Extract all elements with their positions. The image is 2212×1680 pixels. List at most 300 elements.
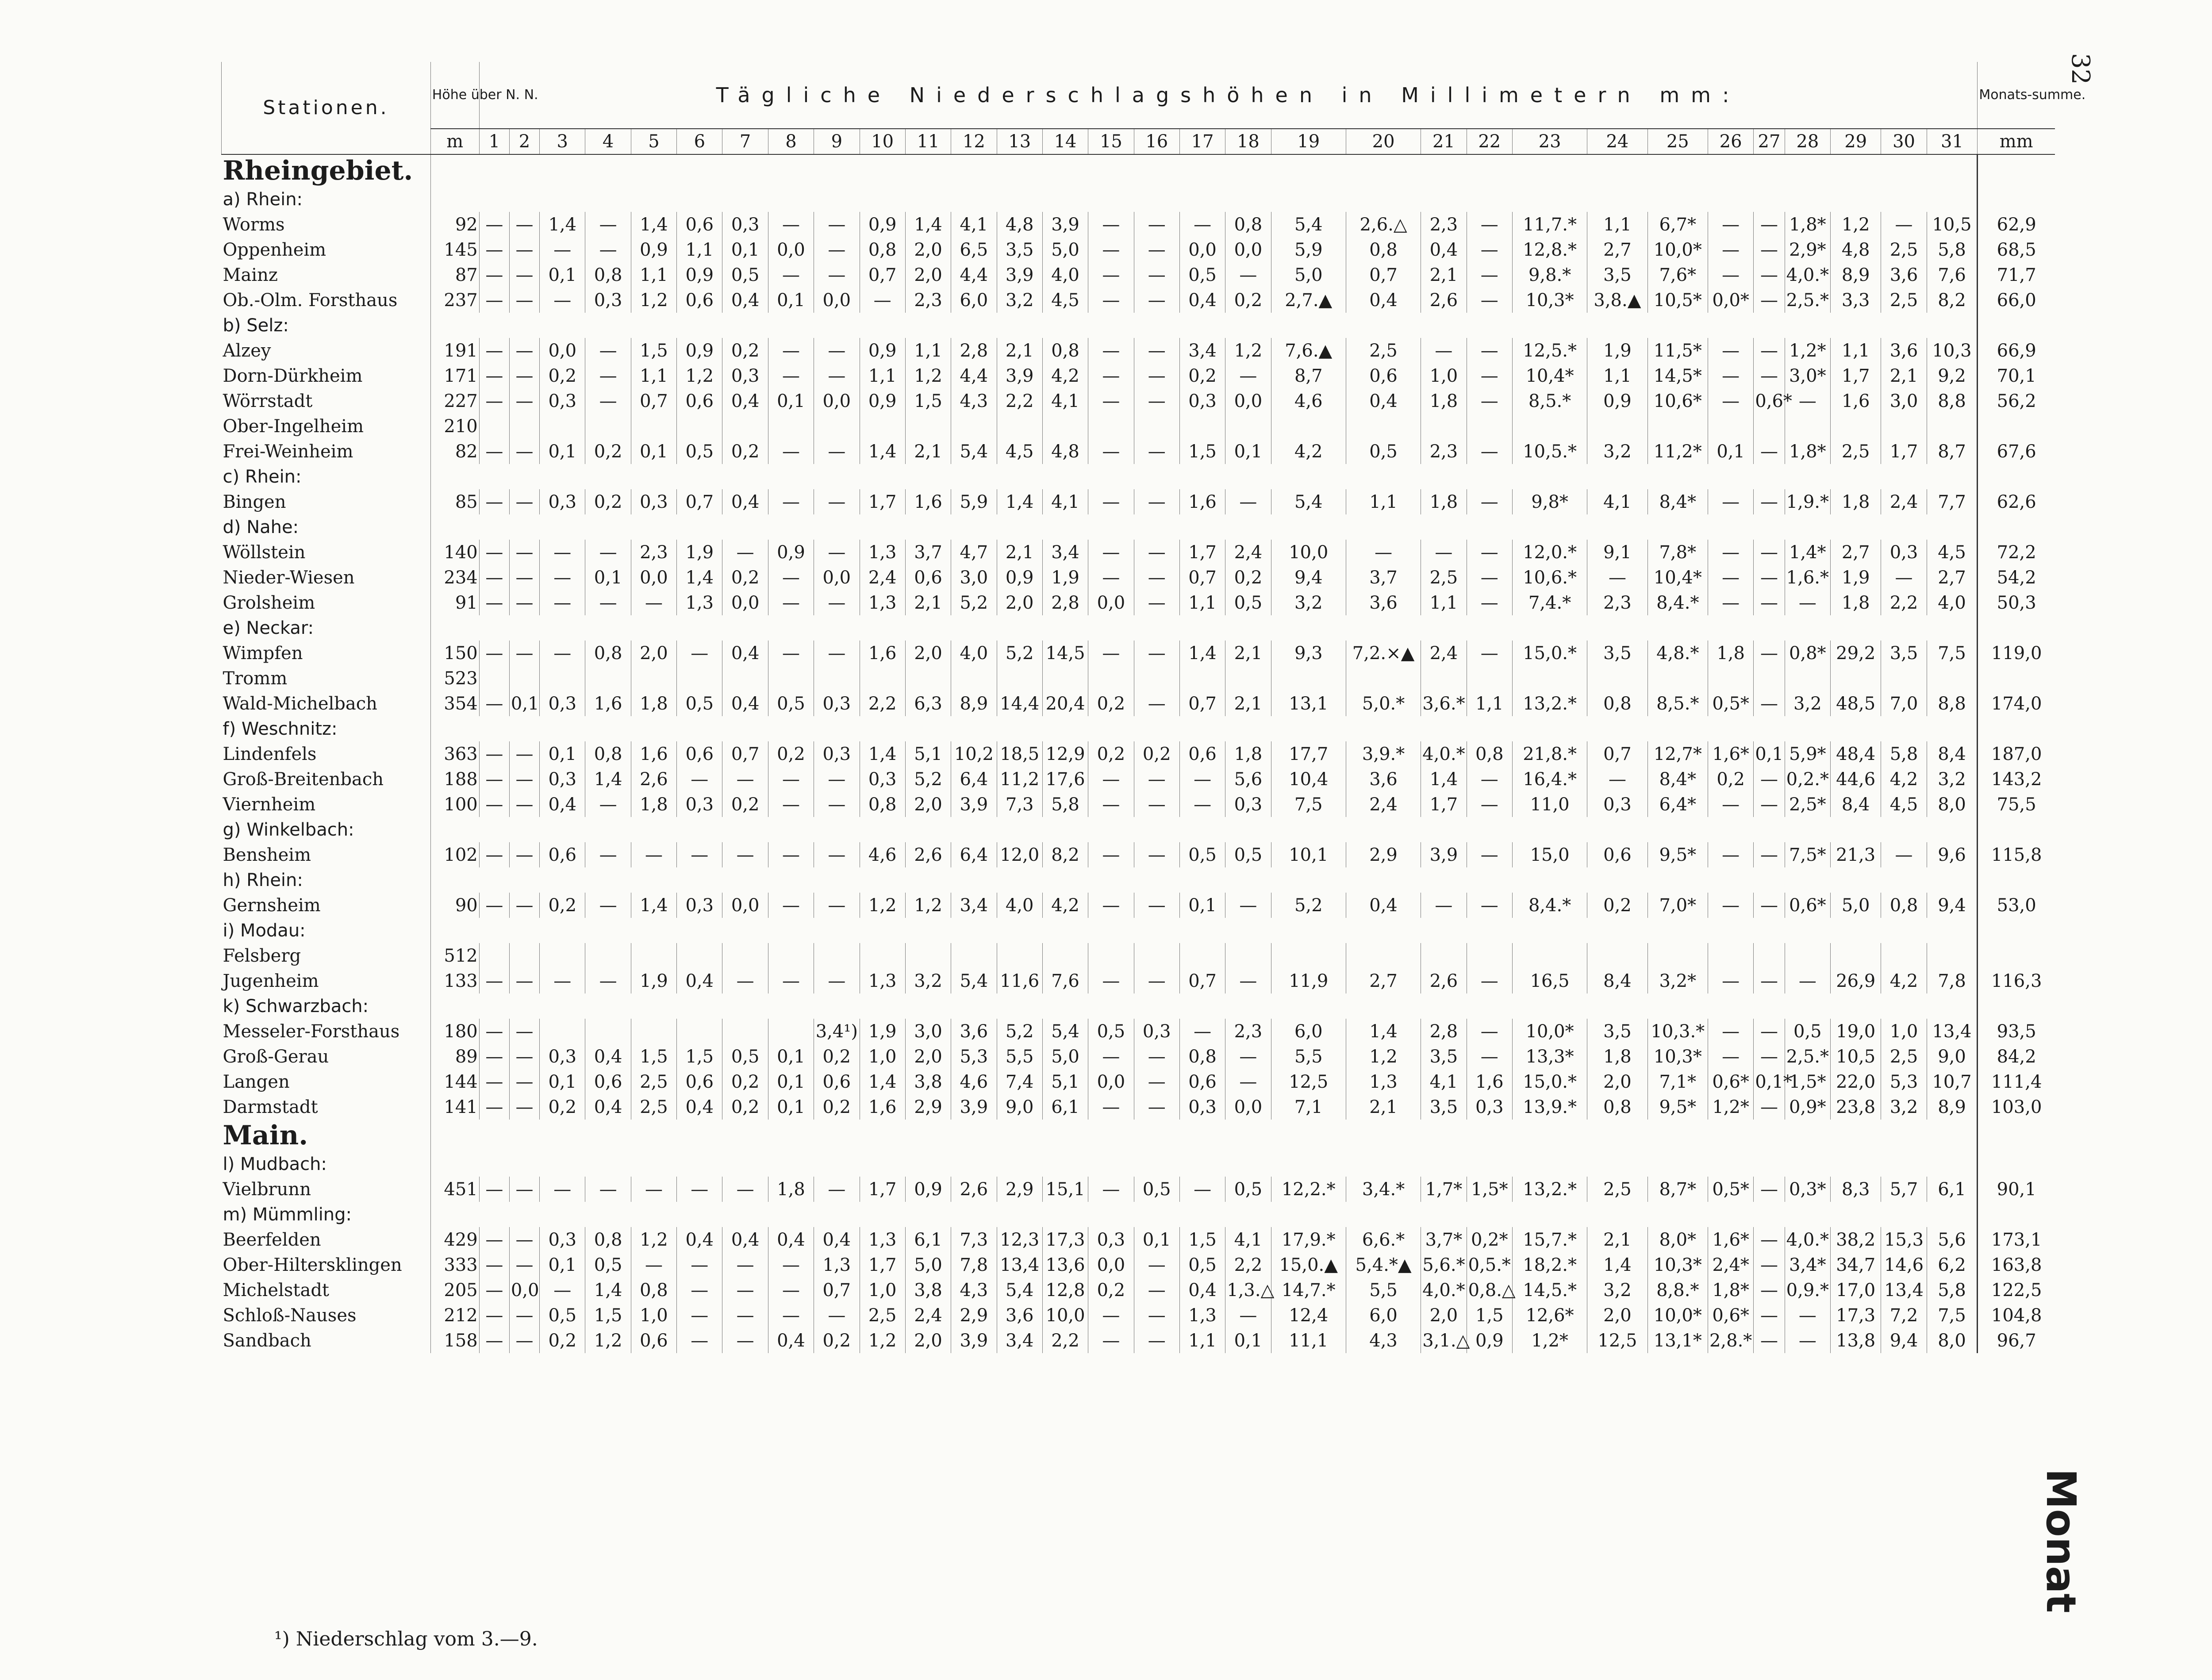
daily-value: —	[479, 288, 509, 313]
daily-value: —	[479, 540, 509, 565]
total-unit: mm	[1978, 129, 2055, 154]
daily-value: 3,5	[1421, 1044, 1467, 1069]
daily-value: 12,3	[997, 1227, 1042, 1252]
daily-value: 2,0	[905, 237, 951, 262]
daily-value: 0,4	[677, 968, 722, 993]
daily-value: —	[1088, 212, 1134, 237]
daily-value: 1,4	[1587, 1252, 1647, 1277]
daily-value: 3,2*	[1647, 968, 1708, 993]
daily-value: 0,5*	[1708, 1177, 1753, 1202]
station-name: Tromm	[223, 668, 288, 689]
daily-value: —	[1134, 1328, 1179, 1353]
daily-value: 0,8.△	[1467, 1277, 1512, 1303]
daily-value: 12,8.*	[1512, 237, 1587, 262]
daily-value: 13,4	[1881, 1277, 1927, 1303]
daily-value: 0,8	[631, 1277, 676, 1303]
river-heading-row	[222, 615, 2055, 641]
daily-value: 9,8*	[1512, 489, 1587, 514]
station-row	[222, 666, 2055, 691]
daily-value: 3,9	[997, 363, 1042, 388]
daily-value: 0,8	[860, 237, 905, 262]
daily-value: 11,6	[997, 968, 1042, 993]
daily-value: 5,4	[1271, 212, 1346, 237]
daily-value: 0,8	[1179, 1044, 1225, 1069]
daily-value	[951, 943, 997, 968]
daily-value: 11,0	[1512, 792, 1587, 817]
daily-value: 12,2.*	[1271, 1177, 1346, 1202]
daily-value: 0,6	[677, 388, 722, 414]
day-header: 8	[768, 129, 814, 154]
daily-value: 9,8.*	[1512, 262, 1587, 288]
daily-value: —	[585, 1177, 631, 1202]
daily-value: 0,5	[722, 262, 768, 288]
day-header: 16	[1134, 129, 1179, 154]
daily-value: —	[1754, 1177, 1785, 1202]
daily-value: 1,2	[1225, 338, 1271, 363]
daily-value: 0,0	[1225, 1094, 1271, 1120]
daily-value: 0,1	[540, 262, 585, 288]
daily-value: 0,7	[677, 489, 722, 514]
daily-value: 2,0	[1421, 1303, 1467, 1328]
daily-value: 0,3	[1467, 1094, 1512, 1120]
daily-value: 14,4	[997, 691, 1042, 716]
day-header: 2	[509, 129, 539, 154]
daily-value: 5,0	[1831, 893, 1881, 918]
daily-value: 0,6	[1587, 842, 1647, 867]
daily-value: —	[509, 741, 539, 767]
station-elevation: 180	[430, 1019, 479, 1044]
daily-value: 4,0.*	[1785, 262, 1830, 288]
daily-value: —	[1134, 363, 1179, 388]
daily-value: 3,2	[1785, 691, 1830, 716]
daily-value: 2,4	[1881, 489, 1927, 514]
daily-value: —	[1134, 262, 1179, 288]
daily-value: —	[1754, 439, 1785, 464]
daily-value: 2,5.*	[1785, 1044, 1830, 1069]
daily-value: —	[1754, 641, 1785, 666]
daily-value: 2,1	[905, 590, 951, 615]
daily-value: 17,3	[1042, 1227, 1088, 1252]
station-elevation: 82	[430, 439, 479, 464]
daily-value: 1,8	[1831, 489, 1881, 514]
daily-value: 7,4	[997, 1069, 1042, 1094]
monthly-total: 54,2	[1978, 565, 2055, 590]
daily-value: 2,2	[1225, 1252, 1271, 1277]
daily-value: 48,5	[1831, 691, 1881, 716]
daily-value: 5,5	[997, 1044, 1042, 1069]
daily-value: 0,4	[1346, 288, 1421, 313]
daily-value: 1,0	[631, 1303, 676, 1328]
daily-value	[768, 943, 814, 968]
daily-value: 6,1	[905, 1227, 951, 1252]
daily-value: —	[1179, 1177, 1225, 1202]
station-name: Dorn-Dürkheim	[223, 365, 363, 386]
daily-value: 1,6	[1831, 388, 1881, 414]
daily-value	[1042, 666, 1088, 691]
daily-value: 4,7	[951, 540, 997, 565]
daily-value	[677, 414, 722, 439]
daily-value: —	[860, 288, 905, 313]
daily-value: 12,0	[997, 842, 1042, 867]
daily-value: 0,3	[722, 363, 768, 388]
daily-value: 2,1	[1587, 1227, 1647, 1252]
daily-value: 0,1	[1225, 1328, 1271, 1353]
daily-value: 6,2	[1927, 1252, 1978, 1277]
station-name: Darmstadt	[223, 1097, 318, 1117]
daily-value: —	[814, 439, 860, 464]
station-name: Worms	[223, 214, 285, 235]
daily-value: 5,1	[905, 741, 951, 767]
daily-value: —	[479, 842, 509, 867]
daily-value: 2,0	[905, 1044, 951, 1069]
day-header: 28	[1785, 129, 1830, 154]
daily-value: 2,5*	[1785, 792, 1830, 817]
daily-value: —	[1467, 767, 1512, 792]
daily-value: 0,2*	[1467, 1227, 1512, 1252]
daily-value: —	[1754, 1303, 1785, 1328]
daily-value: —	[722, 1177, 768, 1202]
daily-value: 4,6	[951, 1069, 997, 1094]
daily-value: 2,5	[1421, 565, 1467, 590]
daily-value	[631, 666, 676, 691]
daily-value: 0,4	[540, 792, 585, 817]
daily-value: 0,4	[677, 1094, 722, 1120]
monthly-total: 62,9	[1978, 212, 2055, 237]
daily-value: 9,1	[1587, 540, 1647, 565]
daily-value: 8,3	[1831, 1177, 1881, 1202]
daily-value: 0,2	[722, 338, 768, 363]
daily-value: 1,3	[860, 540, 905, 565]
daily-value: 3,4	[951, 893, 997, 918]
daily-value: 1,0	[860, 1044, 905, 1069]
daily-value: —	[722, 540, 768, 565]
daily-value: 15,3	[1881, 1227, 1927, 1252]
daily-value: 3,5	[1421, 1094, 1467, 1120]
daily-value: —	[509, 237, 539, 262]
daily-value: 2,6.△	[1346, 212, 1421, 237]
daily-value: —	[1754, 540, 1785, 565]
daily-value: 8,8.*	[1647, 1277, 1708, 1303]
daily-value	[1785, 666, 1830, 691]
daily-value: —	[1467, 439, 1512, 464]
daily-value: 1,2*	[1512, 1328, 1587, 1353]
daily-value: —	[479, 363, 509, 388]
daily-value: —	[722, 1277, 768, 1303]
day-header: 11	[905, 129, 951, 154]
daily-value: 5,1	[1042, 1069, 1088, 1094]
daily-value: —	[479, 641, 509, 666]
daily-value: 0,7	[631, 388, 676, 414]
daily-value: —	[1134, 1044, 1179, 1069]
daily-value: 1,2	[631, 288, 676, 313]
daily-value: 6,0	[1271, 1019, 1346, 1044]
daily-value: —	[722, 968, 768, 993]
daily-value: 2,5	[1831, 439, 1881, 464]
daily-value: 1,4	[631, 212, 676, 237]
station-row	[222, 741, 2055, 767]
daily-value: —	[814, 489, 860, 514]
station-row	[222, 338, 2055, 363]
daily-value	[585, 666, 631, 691]
daily-value: —	[1088, 363, 1134, 388]
station-name: Ober-Hiltersklingen	[223, 1254, 402, 1275]
daily-value	[1225, 943, 1271, 968]
daily-value	[905, 666, 951, 691]
station-row	[222, 262, 2055, 288]
daily-value: —	[1708, 212, 1753, 237]
daily-value: 1,9	[860, 1019, 905, 1044]
daily-value	[1927, 414, 1978, 439]
daily-value: 7,5*	[1785, 842, 1830, 867]
daily-value: 0,4	[1346, 893, 1421, 918]
daily-value: 1,8	[1421, 388, 1467, 414]
station-row	[222, 1177, 2055, 1202]
day-header: 15	[1088, 129, 1134, 154]
daily-value: 12,6*	[1512, 1303, 1587, 1328]
daily-value: 0,2	[540, 1094, 585, 1120]
daily-value: —	[677, 1177, 722, 1202]
daily-value: 1,2	[585, 1328, 631, 1353]
daily-value: 4,6	[860, 842, 905, 867]
daily-value: —	[509, 641, 539, 666]
daily-value: 0,8	[1587, 1094, 1647, 1120]
daily-value: 8,9	[1927, 1094, 1978, 1120]
daily-value: —	[1754, 968, 1785, 993]
daily-value: —	[1708, 590, 1753, 615]
daily-value: 13,1*	[1647, 1328, 1708, 1353]
daily-value: 7,8	[1927, 968, 1978, 993]
daily-value: 2,6	[1421, 288, 1467, 313]
daily-value: —	[509, 212, 539, 237]
daily-value: 4,5	[1927, 540, 1978, 565]
daily-value: 0,0	[509, 1277, 539, 1303]
daily-value: 0,5	[1088, 1019, 1134, 1044]
daily-value: 2,1	[1421, 262, 1467, 288]
monthly-total: 66,0	[1978, 288, 2055, 313]
daily-value	[479, 414, 509, 439]
daily-value	[814, 414, 860, 439]
daily-value	[1708, 414, 1753, 439]
daily-value: 2,5	[1587, 1177, 1647, 1202]
daily-value: —	[631, 1252, 676, 1277]
daily-value	[1785, 943, 1830, 968]
daily-value: 6,4*	[1647, 792, 1708, 817]
station-elevation: 158	[430, 1328, 479, 1353]
station-elevation: 429	[430, 1227, 479, 1252]
daily-value: 1,9	[1831, 565, 1881, 590]
daily-value: —	[677, 1303, 722, 1328]
daily-value: 1,4	[860, 741, 905, 767]
station-elevation: 102	[430, 842, 479, 867]
daily-value: 0,8	[1346, 237, 1421, 262]
daily-value: —	[1134, 489, 1179, 514]
daily-value: 1,7	[1421, 792, 1467, 817]
daily-value: 0,8	[1042, 338, 1088, 363]
station-header: Stationen.	[222, 62, 431, 154]
daily-value	[1467, 666, 1512, 691]
daily-value: 2,1	[905, 439, 951, 464]
daily-value: 3,8	[905, 1277, 951, 1303]
daily-value: 1,6	[860, 1094, 905, 1120]
station-name: Lindenfels	[223, 744, 317, 764]
daily-value: 2,7.▲	[1271, 288, 1346, 313]
daily-value: 2,1	[997, 540, 1042, 565]
daily-value: —	[509, 893, 539, 918]
daily-value: 0,6*	[1754, 388, 1785, 414]
daily-value: 1,3	[860, 968, 905, 993]
daily-value: 0,5	[1134, 1177, 1179, 1202]
daily-value: 1,6.*	[1785, 565, 1830, 590]
station-row	[222, 943, 2055, 968]
daily-value: 9,6	[1927, 842, 1978, 867]
daily-value: —	[768, 842, 814, 867]
daily-value: —	[509, 767, 539, 792]
river-heading: m) Mümmling:	[223, 1204, 352, 1225]
daily-value	[1271, 414, 1346, 439]
daily-value: 9,5*	[1647, 1094, 1708, 1120]
daily-value: 2,8	[1421, 1019, 1467, 1044]
daily-value: 3,8	[905, 1069, 951, 1094]
daily-value: —	[814, 842, 860, 867]
daily-value: 8,2	[1042, 842, 1088, 867]
daily-value: 8,5.*	[1512, 388, 1587, 414]
daily-value: 2,0	[997, 590, 1042, 615]
total-header: Monats-summe.	[1978, 62, 2055, 129]
daily-value: 12,9	[1042, 741, 1088, 767]
daily-value: —	[1708, 842, 1753, 867]
daily-value: —	[540, 641, 585, 666]
river-heading-row	[222, 514, 2055, 540]
daily-value: 7,3	[951, 1227, 997, 1252]
daily-value: 29,2	[1831, 641, 1881, 666]
daily-value: —	[1088, 893, 1134, 918]
station-row	[222, 792, 2055, 817]
river-heading-row	[222, 817, 2055, 842]
daily-value: —	[509, 388, 539, 414]
station-elevation: 145	[430, 237, 479, 262]
station-elevation: 188	[430, 767, 479, 792]
daily-value: —	[722, 1328, 768, 1353]
daily-value: 10,6*	[1647, 388, 1708, 414]
daily-value: 2,3	[631, 540, 676, 565]
station-name: Ob.-Olm. Forsthaus	[223, 290, 398, 311]
daily-value: 1,4	[540, 212, 585, 237]
daily-value: 0,0	[1088, 590, 1134, 615]
daily-value: 0,1	[1134, 1227, 1179, 1252]
daily-value	[1927, 666, 1978, 691]
daily-value	[1587, 943, 1647, 968]
daily-value: 0,3	[860, 767, 905, 792]
daily-value: 3,9.*	[1346, 741, 1421, 767]
daily-value: 1,0	[1421, 363, 1467, 388]
daily-value	[997, 414, 1042, 439]
daily-value: 1,1	[1179, 1328, 1225, 1353]
daily-value: 3,9	[1421, 842, 1467, 867]
daily-value: 2,8	[951, 338, 997, 363]
daily-value: 3,2	[1927, 767, 1978, 792]
daily-value: —	[509, 489, 539, 514]
daily-value: —	[1881, 212, 1927, 237]
daily-value: 5,0	[1042, 1044, 1088, 1069]
daily-value	[1179, 943, 1225, 968]
daily-value: 0,7	[860, 262, 905, 288]
daily-value: —	[1754, 590, 1785, 615]
daily-value: 0,2	[585, 489, 631, 514]
daily-value: 0,5	[1785, 1019, 1830, 1044]
daily-value	[1421, 666, 1467, 691]
daily-value: 10,3*	[1512, 288, 1587, 313]
daily-value: 0,1	[722, 237, 768, 262]
station-row	[222, 1069, 2055, 1094]
footnote: ¹) Niederschlag vom 3.—9.	[274, 1628, 538, 1650]
daily-value: 0,9	[997, 565, 1042, 590]
daily-value: 4,4	[951, 262, 997, 288]
daily-value: 1,5	[1179, 1227, 1225, 1252]
daily-value: —	[1134, 1277, 1179, 1303]
daily-value: 3,6	[951, 1019, 997, 1044]
river-heading: b) Selz:	[223, 315, 289, 336]
daily-value: 3,6	[1881, 262, 1927, 288]
daily-value: —	[1754, 363, 1785, 388]
daily-value: 2,6	[631, 767, 676, 792]
daily-value: —	[1708, 968, 1753, 993]
daily-value: —	[814, 1177, 860, 1202]
daily-value: —	[814, 363, 860, 388]
station-row	[222, 1094, 2055, 1120]
day-header: 20	[1346, 129, 1421, 154]
daily-value: 2,3	[1421, 212, 1467, 237]
daily-value: —	[677, 1277, 722, 1303]
daily-value: 1,6	[905, 489, 951, 514]
daily-value: —	[1088, 237, 1134, 262]
daily-value: —	[768, 262, 814, 288]
daily-value: —	[1134, 1094, 1179, 1120]
daily-value: 3,9	[1042, 212, 1088, 237]
station-elevation: 140	[430, 540, 479, 565]
daily-value: 1,4	[585, 767, 631, 792]
daily-value: —	[1754, 1328, 1785, 1353]
daily-value: —	[479, 691, 509, 716]
daily-value: 1,4	[905, 212, 951, 237]
daily-value: 4,8	[1042, 439, 1088, 464]
monthly-total: 84,2	[1978, 1044, 2055, 1069]
daily-value: —	[1088, 388, 1134, 414]
daily-value: 2,5	[1881, 288, 1927, 313]
daily-value: 2,2	[860, 691, 905, 716]
daily-value: —	[1754, 1227, 1785, 1252]
daily-value: —	[479, 968, 509, 993]
daily-value	[1881, 943, 1927, 968]
daily-value	[631, 1019, 676, 1044]
daily-value	[1927, 943, 1978, 968]
daily-value: 3,9	[997, 262, 1042, 288]
daily-value	[1881, 666, 1927, 691]
daily-value: 1,1	[631, 262, 676, 288]
daily-value	[905, 943, 951, 968]
daily-value: 1,8	[1225, 741, 1271, 767]
daily-value: 8,5.*	[1647, 691, 1708, 716]
daily-value: 7,6	[1042, 968, 1088, 993]
daily-value: 10,0*	[1647, 1303, 1708, 1328]
daily-value: 0,7	[1179, 968, 1225, 993]
daily-value: —	[722, 842, 768, 867]
daily-value: —	[479, 489, 509, 514]
daily-value: —	[1179, 792, 1225, 817]
daily-value: 7,0*	[1647, 893, 1708, 918]
daily-value: 3,2	[1881, 1094, 1927, 1120]
daily-value: 0,6	[631, 1328, 676, 1353]
daily-value: 1,5	[677, 1044, 722, 1069]
